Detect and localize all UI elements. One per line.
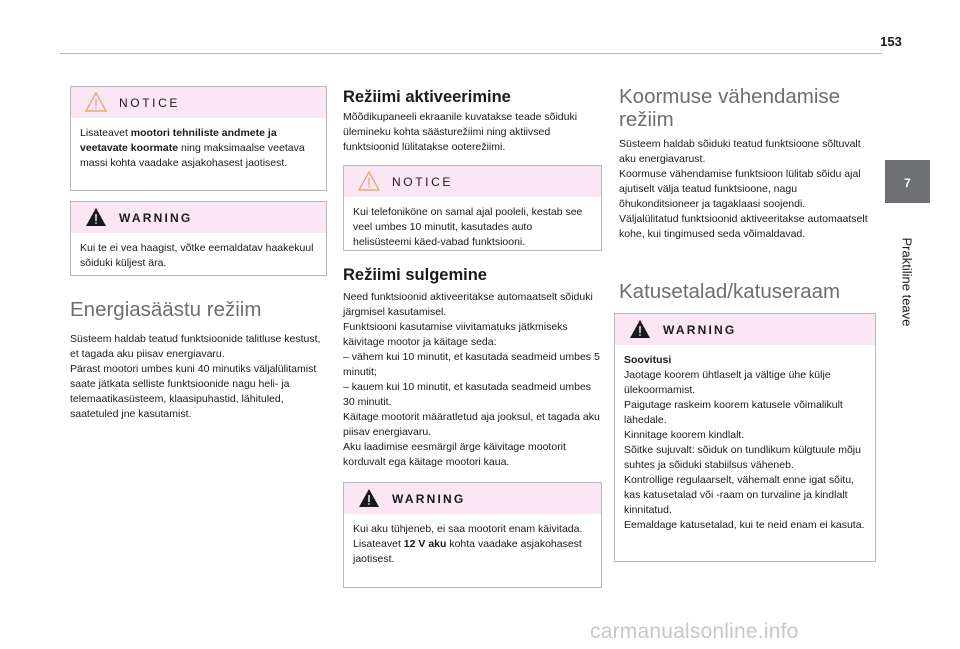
- warning-subtitle: Soovitusi: [624, 354, 672, 366]
- chapter-title: Praktiline teave: [899, 237, 915, 327]
- watermark: carmanualsonline.info: [590, 620, 799, 643]
- section-text: [619, 137, 877, 242]
- warning-line: Jaotage koorem ühtlaselt ja vältige ühe külje ülekoormamist.: [624, 369, 831, 396]
- page-number: 153: [880, 34, 902, 49]
- subsection-text: [343, 110, 601, 155]
- warning-body: [344, 514, 601, 576]
- warning-bold-text: 12 V aku: [403, 538, 447, 550]
- notice-box: [70, 86, 327, 191]
- warning-line: Kinnitage koorem kindlalt.: [624, 429, 745, 441]
- subsection-text: [343, 290, 601, 470]
- warning-body: [71, 233, 326, 280]
- warning-text: Kui aku tühjeneb, ei saa mootorit enam käivitada.: [353, 523, 583, 535]
- warning-text-end: kohta vaadake asjakohasest jaotisest.: [353, 538, 582, 565]
- paragraph: Käitage mootorit määratletud aja jooksul, et tagada aku piisav energiavaru.: [343, 411, 600, 438]
- section-heading: Katusetalad/katuseraam: [619, 280, 841, 303]
- paragraph: Mõõdikupaneeli ekraanile kuvatakse teade sõiduki ülemineku kohta säästurežiimi ning aktiivsed funktsioonid lülitatakse ooterežiimi.: [343, 111, 578, 153]
- section-heading: Energiasäästu režiim: [70, 298, 262, 321]
- warning-text: Lisateavet: [353, 538, 404, 550]
- notice-box: [343, 165, 602, 251]
- warning-line: Kontrollige regulaarselt, vähemalt enne igat sõitu, kas katusetalad või -raam on turvaline ja kindlalt kinnitatud.: [624, 474, 854, 516]
- paragraph: Süsteem haldab teatud funktsioonide talitluse kestust, et tagada aku piisav energiavaru.: [70, 333, 321, 360]
- notice-bold-text: mootori tehniliste andmete ja veetavate koormate: [80, 127, 277, 154]
- header-rule: [60, 53, 882, 54]
- warning-text: Kui te ei vea haagist, võtke eemaldatav haakekuul sõiduki küljest ära.: [80, 242, 314, 269]
- warning-title: WARNING: [663, 323, 737, 337]
- subsection-heading: Režiimi sulgemine: [343, 266, 487, 284]
- warning-header: [71, 202, 326, 233]
- notice-title: NOTICE: [119, 96, 180, 110]
- notice-text-end: ning maksimaalse veetava massi kohta vaadake asjakohasest jaotisest.: [80, 142, 305, 169]
- section-heading: Koormuse vähendamise režiim: [619, 85, 841, 131]
- warning-triangle-outline-icon: [85, 92, 107, 112]
- warning-line: Eemaldage katusetalad, kui te neid enam ei kasuta.: [624, 519, 865, 531]
- warning-header: [344, 483, 601, 514]
- notice-text: Lisateavet: [80, 127, 131, 139]
- notice-text: Kui telefoniköne on samal ajal pooleli, kestab see veel umbes 10 minutit, kasutades auto helisüsteemi käed-vabad funktsiooni.: [353, 206, 583, 248]
- paragraph: Aku laadimise eesmärgil ärge käivitage mootorit korduvalt ega käitage mootori kaua.: [343, 441, 566, 468]
- notice-title: NOTICE: [392, 175, 453, 189]
- warning-line: Paigutage raskeim koorem katusele võimalikult lähedale.: [624, 399, 843, 426]
- paragraph: Süsteem haldab sõiduki teatud funktsioone sõltuvalt aku energiavarust.: [619, 138, 861, 165]
- notice-header: [71, 87, 326, 118]
- paragraph: Väljalülitatud funktsioonid aktiveeritakse automaatselt kohe, kui tingimused seda võimaldavad.: [619, 213, 868, 240]
- list-item: – vähem kui 10 minutit, et kasutada seadmeid umbes 5 minutit;: [343, 351, 600, 378]
- warning-line: Sõitke sujuvalt: sõiduk on tundlikum külgtuule mõju suhtes ja sõiduki stabiilsus väheneb.: [624, 444, 861, 471]
- warning-triangle-icon: [85, 207, 107, 227]
- list-item: – kauem kui 10 minutit, et kasutada seadmeid umbes 30 minutit.: [343, 381, 592, 408]
- warning-triangle-outline-icon: [358, 171, 380, 191]
- warning-box: [70, 201, 327, 276]
- warning-title: WARNING: [392, 492, 466, 506]
- section-text: [70, 332, 330, 422]
- subsection-heading: Režiimi aktiveerimine: [343, 88, 511, 106]
- paragraph: Need funktsioonid aktiveeritakse automaatselt sõiduki järgmisel kasutamisel.: [343, 291, 593, 318]
- paragraph: Funktsiooni kasutamise viivitamatuks jätkmiseks käivitage mootor ja käitage seda:: [343, 321, 568, 348]
- warning-title: WARNING: [119, 211, 193, 225]
- paragraph: Pärast mootori umbes kuni 40 minutiks väljalülitamist saate jätkata selliste funktsioonide nagu heli- ja telemaatikasüsteem, klaasipuhastid, lähituled, saatetuled jne kasutamist.: [70, 363, 317, 420]
- warning-triangle-icon: [358, 488, 380, 508]
- paragraph: Koormuse vähendamise funktsioon lülitab sõidu ajal ajutiselt välja teatud funktsioone, nagu õhukonditsioneer ja tagaklaasi soojendi.: [619, 168, 861, 210]
- warning-body: [615, 345, 875, 542]
- warning-box: [343, 482, 602, 588]
- warning-box: [614, 313, 876, 562]
- notice-header: [344, 166, 601, 197]
- warning-header: [615, 314, 875, 345]
- notice-body: [71, 118, 326, 180]
- notice-body: [344, 197, 601, 259]
- warning-triangle-icon: [629, 319, 651, 339]
- chapter-tab[interactable]: 7: [885, 160, 930, 203]
